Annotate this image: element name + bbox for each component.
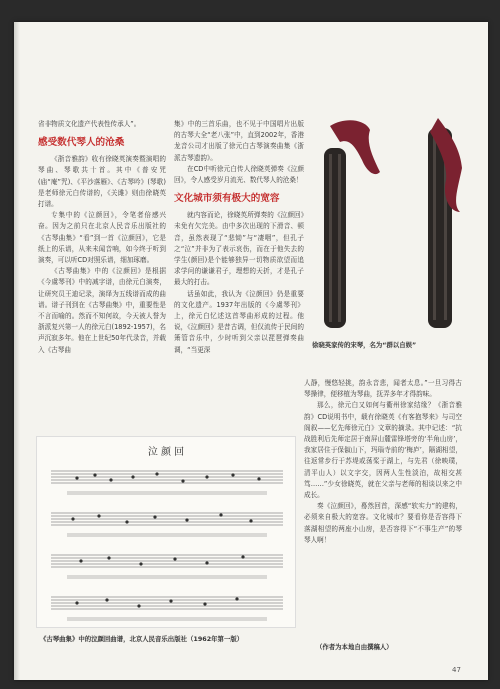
author-note: （作者为本地自由撰稿人）: [316, 643, 393, 651]
tablature-marks: [67, 491, 267, 621]
paragraph: 《古琴曲集》中的《泣颜回》是根据《今虞琴刊》中的减字谱，由徐元白演奏，让研究员王迪记录，演绎为五线谱而成的曲谱。谱子刊到在《古琴曲集》中，重要性是不言而喻的。然而不知何故，今天被人誉为浙派复兴第一人的徐元白(1892-1957)，名声沉寂多年。他在上世纪50年代录音，并载入《古琴曲: [38, 267, 166, 354]
page-number: 47: [452, 666, 461, 674]
paragraph: 集》中的三首乐曲，也不见于中国唱片出版的古琴大全“老八张”中，直到2002年，香港龙音公司才出版了徐元白古琴演奏曲集《浙派古琴遗韵》。: [174, 120, 304, 162]
staff-3: [51, 555, 283, 567]
paragraph: 专集中的《泣颜回》，令笔者倍感兴奋。因为之前只在北京人民音乐出版社的《古琴曲集》“看”到一首《泣颜回》，它是纸上的乐谱，从来未闻音响，如今终于听到演奏，可以听CD对照乐谱，细加琢磨。: [38, 211, 166, 265]
magazine-page: [14, 22, 488, 680]
section-heading-2: 文化城市须有极大的宽容: [174, 193, 280, 205]
paragraph: 《浙音雅韵》收有徐晓英演奏暨演唱的琴曲、琴歌共十首。其中《普安咒(庙“庵”咒)、《平沙落雁》、《古琴吟》(琴歌)是老师徐元白传谱的，《关雎》则由徐晓英打谱。: [38, 155, 166, 209]
text-column-2: [174, 119, 304, 356]
paragraph: 省非物质文化遗产代表性传承人”。: [38, 120, 141, 128]
staff-2: [51, 513, 283, 525]
section-heading-1: 感受数代琴人的沧桑: [38, 137, 125, 149]
paragraph: 那么，徐元白又如何与衢州徐家结缘？《浙音雅韵》CD说明书中，载有徐晓英《有客抱琴来》与司空阁叙——忆先师徐元白》文章的摘录。其中记述：“抗战胜利后先师定居于南屏山麓雷锋塔旁的‘半角山房’，我家居住于保俶山下，玛瑙寺前的‘梅庐’，隔湖相望，往返常步行于苏堤或荡桨于湖上，与先君（徐映璞，清平山人）以文字交，因两人生性淡泊，故相交甚笃……”少女徐晓英，就在父亲与老师的相谈以来之中成长。: [304, 401, 462, 500]
guqin-body-left: [324, 148, 346, 328]
paragraph: 话虽如此，我认为《泣颜回》仍是重要的文化遗产。1937年出版的《今虞琴刊》上，徐元白忆述这首琴曲形成的过程。他说，《泣颜回》是昔古调，但仅流传于民间的箫管音乐中，少时听到父亲以琵琶弹奏曲调，“当更深: [174, 289, 304, 354]
staff-1: [51, 471, 283, 483]
guqin-photo: [310, 108, 464, 336]
staff-4: [51, 597, 283, 609]
text-column-3: [304, 378, 462, 546]
paragraph: 奏《泣颜回》，蓦然回首，深感“软实力”的建构，必须来自极大的宽容。文化城市？要看你是否容得下落湖相望的两座小山房，是否容得下“不事生产”的琴琴人啊！: [304, 502, 462, 544]
guqin-image: [310, 108, 464, 336]
paragraph: 人静，慢悠轻挑，韵永音悲，闻者太息。”一旦习得古琴操律，便移植为琴曲，抚弄多年才得韵味。: [304, 379, 462, 399]
score-title: 泣 颜 回: [147, 447, 185, 458]
page-gutter-shadow: [14, 22, 20, 680]
photo-caption: 徐晓英家传的宋琴，名为“群以自娱”: [312, 341, 417, 349]
paragraph: 就内容而论，徐晓英所弹奏的《泣颜回》未免有欠完美。由中多次出现的下滑音、顿音，虽然表现了“悲恸”与“凄咽”，但孔子之“泣”并非为了表示哀伤，而在于他失去的学生(颜回)是个能够独异一切物质欲望而追求学问的谦谦君子，理想的天折，才是孔子最大的打击。: [174, 211, 304, 287]
music-score-image: [36, 436, 296, 628]
paragraph: 在CD中听徐元白传人徐晓英弹奏《泣颜回》，令人感受岁月流光、数代琴人的沧桑！: [174, 164, 304, 185]
score-caption: 《古琴曲集》中的泣颜回曲谱，北京人民音乐出版社（1962年第一版）: [40, 635, 244, 643]
score-staves: [37, 437, 295, 627]
text-column-1: [38, 119, 166, 356]
